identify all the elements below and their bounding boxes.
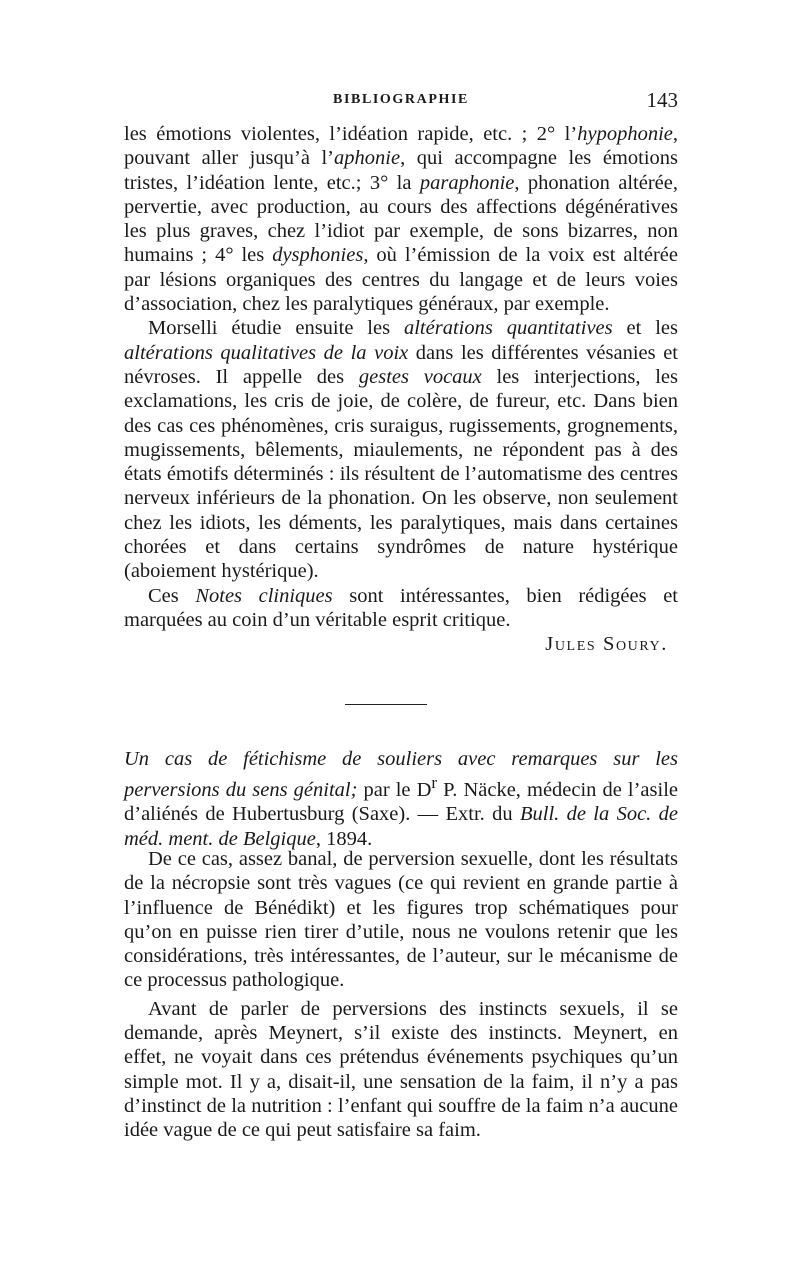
text-run: sont intéressantes, bien rédigées et marquées au coin d’un véritable esprit critique.	[124, 584, 678, 631]
superscript: r	[431, 773, 438, 793]
page-number: 143	[646, 88, 678, 112]
paragraph: Avant de parler de perversions des instincts sexuels, il se demande, après Meynert, s’il existe des instincts. Meynert, en effet, ne voyait dans ces prétendus événements psychiques qu’un simple mot. Il y a, disait-il, une sensation de la faim, il n’y a pas d’instinct de la nutrition : l’enfant qui souffre de la faim n’a aucune idée vague de ce qui peut satisfaire sa faim.	[124, 997, 678, 1142]
paragraph: De ce cas, assez banal, de perversion sexuelle, dont les résultats de la nécropsie sont très vagues (ce qui revient en grande partie à l’influence de Bénédikt) et les figures trop schématiques pour qu’on en puisse rien tirer d’utile, nous ne voulons retenir que les considérations, très intéressantes, de l’auteur, sur le mécanisme de ce processus pathologique.	[124, 848, 678, 992]
review-continuation	[124, 122, 678, 657]
italic-term: paraphonie	[419, 171, 515, 194]
paragraph	[124, 316, 678, 583]
italic-term: gestes vocaux	[358, 365, 482, 388]
text-run: , où l’émission de la voix est altérée par lésions organiques des centres du langage et de leurs voies d’association, chez les paralytiques généraux, par exemple.	[124, 244, 678, 316]
italic-term: altérations quantitatives	[403, 317, 613, 340]
citation-line	[124, 747, 678, 851]
text-run: les interjections, les exclamations, les cris de joie, de colère, de fureur, etc. Dans bien des cas ces phénomènes, cris suraigus, rugissements, grognements, mugissements, bêlements, miaulements, ne répondent pas à des états émotifs déterminés : ils résultent de l’automatisme des centres nerveux inférieurs de la phonation. On les observe, non seulement chez les idiots, les déments, les paralytiques, mais dans certaines chorées et dans certains syndrômes de nature hystérique (aboiement hystérique).	[124, 365, 678, 583]
author-signature: Jules Soury.	[545, 633, 668, 656]
text-run: , 1894.	[315, 827, 373, 850]
text-run: Morselli étudie ensuite les	[148, 317, 404, 340]
page-header	[124, 88, 678, 118]
section-divider	[345, 704, 427, 705]
review-body	[124, 847, 678, 1147]
running-title: BIBLIOGRAPHIE	[333, 92, 469, 107]
paragraph	[124, 584, 678, 633]
text-run: par le D	[357, 779, 432, 802]
bibliographic-citation	[124, 747, 678, 851]
text-run: les émotions violentes, l’idéation rapide, etc. ; 2° l’	[124, 123, 578, 145]
text-run: , phonation altérée, pervertie, avec production, au cours des affections dégénératives les plus graves, chez l’idiot par exemple, de sons bizarres, non humains ; 4° les	[124, 171, 678, 267]
text-run: , qui accompagne les émotions tristes, l’idéation lente, etc.; 3° la	[124, 147, 678, 194]
italic-term: Notes cliniques	[195, 584, 333, 607]
journal-title: Bull. de la Soc. de méd. ment. de Belgique	[124, 803, 678, 850]
article-title: Un cas de fétichisme de souliers avec remarques sur les perversions du sens génital;	[124, 748, 678, 802]
text-run: , pouvant aller jusqu’à l’	[124, 123, 678, 170]
text-run: dans les différentes vésanies et névroses. Il appelle des	[124, 341, 678, 388]
italic-term: aphonie	[334, 147, 401, 170]
italic-term: dysphonies	[272, 244, 364, 267]
italic-term: hypophonie	[577, 123, 673, 145]
italic-term: altérations qualitatives de la voix	[124, 341, 409, 364]
paragraph	[124, 122, 678, 316]
text-run: Ces	[148, 584, 196, 607]
text-run: P. Näcke, médecin de l’asile d’aliénés de Hubertusburg (Saxe). — Extr. du	[124, 779, 678, 826]
text-run: et les	[612, 317, 678, 340]
